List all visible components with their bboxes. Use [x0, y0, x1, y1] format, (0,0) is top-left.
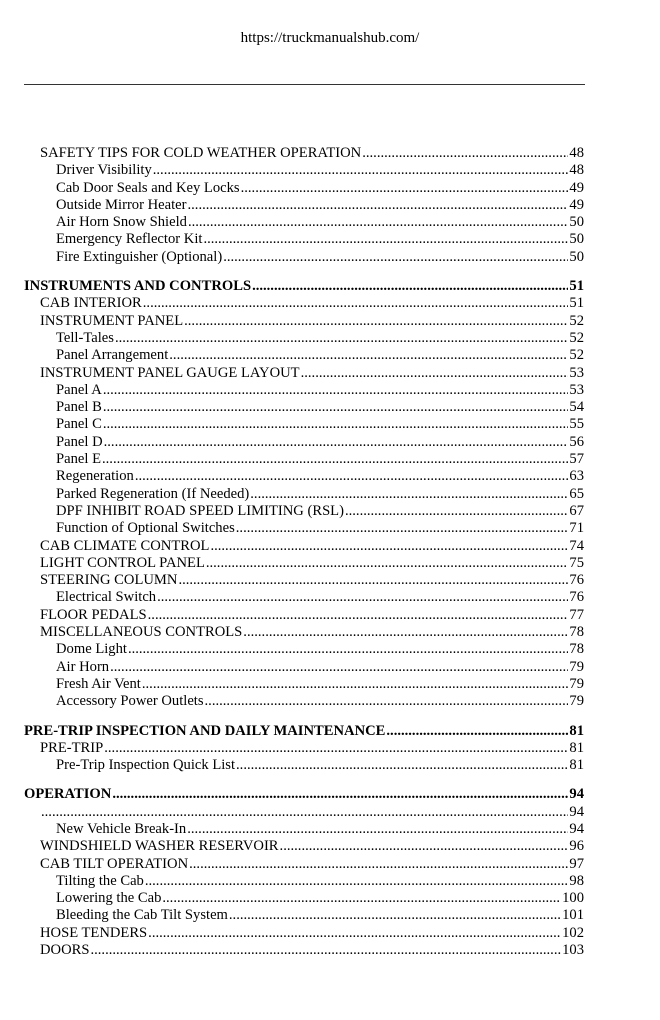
toc-chapter-row[interactable] [24, 278, 584, 295]
toc-entry-row[interactable] [24, 214, 584, 231]
toc-page-number: 78 [569, 641, 584, 658]
toc-page-number: 96 [569, 838, 584, 855]
toc-page-number: 52 [569, 312, 584, 329]
toc-entry-title: Air Horn Snow Shield [56, 214, 187, 231]
toc-entry-title: OPERATION [24, 786, 112, 803]
toc-dot-leader [135, 468, 569, 485]
toc-entry-row[interactable] [24, 538, 584, 555]
toc-entry-title: LIGHT CONTROL PANEL [40, 554, 205, 571]
toc-page-number: 102 [562, 924, 584, 941]
toc-entry-row[interactable] [24, 520, 584, 537]
toc-page-number: 54 [569, 399, 584, 416]
toc-page-number: 76 [569, 589, 584, 606]
toc-entry-row[interactable] [24, 641, 584, 658]
toc-page-number: 52 [569, 347, 584, 364]
toc-entry-row[interactable] [24, 804, 584, 821]
toc-dot-leader [187, 821, 568, 838]
toc-entry-row[interactable] [24, 313, 584, 330]
toc-page-number: 55 [569, 416, 584, 433]
toc-page-number: 50 [569, 248, 584, 265]
toc-dot-leader [210, 538, 568, 555]
toc-entry-row[interactable] [24, 589, 584, 606]
toc-dot-leader [128, 641, 568, 658]
toc-entry-row[interactable] [24, 572, 584, 589]
toc-page-number: 81 [569, 722, 584, 739]
toc-dot-leader [184, 313, 568, 330]
toc-page-number: 71 [569, 520, 584, 537]
toc-entry-row[interactable] [24, 231, 584, 248]
toc-dot-leader [301, 365, 569, 382]
toc-entry-row[interactable] [24, 821, 584, 838]
toc-entry-title: Air Horn [56, 658, 110, 675]
toc-page-number: 67 [569, 502, 584, 519]
toc-entry-title: Outside Mirror Heater [56, 196, 187, 213]
toc-page-number: 77 [569, 606, 584, 623]
toc-entry-row[interactable] [24, 180, 584, 197]
toc-entry-title: Dome Light [56, 641, 127, 658]
toc-page-number: 48 [569, 162, 584, 179]
toc-entry-row[interactable] [24, 365, 584, 382]
toc-entry-row[interactable] [24, 624, 584, 641]
toc-dot-leader [236, 757, 568, 774]
toc-entry-row[interactable] [24, 607, 584, 624]
toc-entry-title: New Vehicle Break-In [56, 820, 187, 837]
toc-entry-row[interactable] [24, 486, 584, 503]
toc-dot-leader [90, 942, 561, 959]
toc-entry-row[interactable] [24, 347, 584, 364]
toc-page-number: 53 [569, 381, 584, 398]
header-url: https://truckmanualshub.com/ [240, 30, 420, 46]
toc-page-number: 94 [569, 820, 584, 837]
toc-dot-leader [252, 278, 568, 295]
toc-entry-row[interactable] [24, 295, 584, 312]
toc-entry-row[interactable] [24, 330, 584, 347]
toc-dot-leader [145, 873, 569, 890]
toc-page-number: 97 [569, 855, 584, 872]
toc-entry-title: Driver Visibility [56, 162, 152, 179]
toc-entry-row[interactable] [24, 873, 584, 890]
toc-entry-title: Electrical Switch [56, 589, 157, 606]
toc-entry-title: DPF INHIBIT ROAD SPEED LIMITING (RSL) [56, 502, 344, 519]
toc-entry-title: Tilting the Cab [56, 872, 144, 889]
toc-entry-row[interactable] [24, 942, 584, 959]
toc-entry-title: CAB TILT OPERATION [40, 855, 189, 872]
toc-dot-leader [362, 145, 568, 162]
toc-page-number: 49 [569, 179, 584, 196]
toc-entry-title: PRE-TRIP INSPECTION AND DAILY MAINTENANCE [24, 722, 386, 739]
toc-entry-title: Panel E [56, 451, 101, 468]
toc-dot-leader [205, 693, 569, 710]
toc-entry-title: Pre-Trip Inspection Quick List [56, 757, 236, 774]
toc-dot-leader [178, 572, 568, 589]
toc-dot-leader [103, 382, 569, 399]
toc-page-number: 100 [562, 890, 584, 907]
toc-entry-title: CAB INTERIOR [40, 295, 142, 312]
toc-entry-title: STEERING COLUMN [40, 572, 178, 589]
toc-page-number: 57 [569, 451, 584, 468]
toc-page-number: 50 [569, 214, 584, 231]
toc-entry-title: DOORS [40, 942, 90, 959]
toc-entry-title: Accessory Power Outlets [56, 693, 204, 710]
toc-page-number: 65 [569, 485, 584, 502]
toc-entry-row[interactable] [24, 740, 584, 757]
toc-entry-row[interactable] [24, 451, 584, 468]
toc-chapter-row[interactable] [24, 786, 584, 803]
toc-entry-row[interactable] [24, 838, 584, 855]
toc-entry-title: PRE-TRIP [40, 739, 104, 756]
toc-entry-title: INSTRUMENT PANEL GAUGE LAYOUT [40, 364, 300, 381]
toc-entry-row[interactable] [24, 693, 584, 710]
toc-entry-row[interactable] [24, 197, 584, 214]
toc-entry-row[interactable] [24, 890, 584, 907]
table-of-contents [24, 145, 584, 959]
toc-entry-title: Cab Door Seals and Key Locks [56, 179, 240, 196]
toc-dot-leader [241, 180, 569, 197]
toc-entry-title: Parked Regeneration (If Needed) [56, 485, 250, 502]
toc-dot-leader [148, 607, 569, 624]
toc-page-number: 51 [569, 278, 584, 295]
toc-entry-title: INSTRUMENT PANEL [40, 312, 184, 329]
toc-dot-leader [169, 347, 568, 364]
toc-dot-leader [115, 330, 568, 347]
toc-dot-leader [153, 162, 569, 179]
toc-dot-leader [41, 804, 568, 821]
toc-entry-title: CAB CLIMATE CONTROL [40, 537, 210, 554]
toc-dot-leader [104, 434, 569, 451]
toc-dot-leader [143, 295, 569, 312]
toc-page-number: 53 [569, 364, 584, 381]
toc-dot-leader [102, 451, 568, 468]
toc-entry-title: Function of Optional Switches [56, 520, 235, 537]
toc-entry-title: Bleeding the Cab Tilt System [56, 907, 228, 924]
toc-entry-title: Tell-Tales [56, 329, 114, 346]
toc-page-number: 48 [569, 145, 584, 161]
toc-page-number: 50 [569, 231, 584, 248]
toc-entry-title: MISCELLANEOUS CONTROLS [40, 624, 243, 641]
toc-entry-row[interactable] [24, 468, 584, 485]
toc-entry-row[interactable] [24, 907, 584, 924]
toc-entry-row[interactable] [24, 416, 584, 433]
toc-page-number: 51 [569, 295, 584, 312]
toc-entry-row[interactable] [24, 382, 584, 399]
toc-page-number: 81 [569, 739, 584, 756]
toc-dot-leader [223, 249, 568, 266]
toc-entry-row[interactable] [24, 399, 584, 416]
header-divider [24, 84, 585, 85]
toc-chapter-row[interactable] [24, 723, 584, 740]
toc-page-number: 74 [569, 537, 584, 554]
toc-dot-leader [280, 838, 569, 855]
toc-page-number: 56 [569, 433, 584, 450]
toc-dot-leader [157, 589, 568, 606]
toc-dot-leader [188, 214, 568, 231]
toc-page-number: 81 [569, 757, 584, 774]
toc-entry-row[interactable] [24, 856, 584, 873]
toc-dot-leader [203, 231, 568, 248]
toc-page-number: 79 [569, 693, 584, 710]
toc-entry-row[interactable] [24, 503, 584, 520]
toc-entry-title: SAFETY TIPS FOR COLD WEATHER OPERATION [40, 145, 362, 161]
toc-dot-leader [229, 907, 561, 924]
toc-page-number: 103 [562, 942, 584, 959]
toc-entry-title: Fire Extinguisher (Optional) [56, 248, 223, 265]
toc-entry-row[interactable] [24, 249, 584, 266]
toc-dot-leader [386, 723, 568, 740]
toc-dot-leader [250, 486, 568, 503]
toc-entry-title: Panel A [56, 381, 102, 398]
toc-page-number: 63 [569, 468, 584, 485]
toc-dot-leader [162, 890, 561, 907]
toc-entry-row[interactable] [24, 676, 584, 693]
toc-entry-title: HOSE TENDERS [40, 924, 148, 941]
toc-page-number: 52 [569, 329, 584, 346]
toc-entry-row[interactable] [24, 925, 584, 942]
toc-dot-leader [104, 740, 568, 757]
toc-page-number: 101 [562, 907, 584, 924]
toc-entry-title: Regeneration [56, 468, 134, 485]
toc-entry-title: Fresh Air Vent [56, 675, 141, 692]
toc-entry-title: FLOOR PEDALS [40, 606, 147, 623]
toc-dot-leader [345, 503, 568, 520]
toc-dot-leader [112, 786, 568, 803]
toc-page-number: 94 [569, 786, 584, 803]
toc-dot-leader [189, 856, 568, 873]
toc-entry-row[interactable] [24, 757, 584, 774]
toc-dot-leader [142, 676, 569, 693]
toc-entry-title: Panel D [56, 433, 103, 450]
toc-entry-title: Lowering the Cab [56, 890, 162, 907]
toc-dot-leader [148, 925, 561, 942]
toc-page-number: 76 [569, 572, 584, 589]
toc-entry-title: WINDSHIELD WASHER RESERVOIR [40, 838, 279, 855]
toc-dot-leader [110, 659, 568, 676]
toc-page-number: 79 [569, 675, 584, 692]
toc-dot-leader [206, 555, 569, 572]
toc-page-number: 49 [569, 196, 584, 213]
toc-entry-title: INSTRUMENTS AND CONTROLS [24, 278, 252, 295]
toc-dot-leader [188, 197, 569, 214]
toc-dot-leader [103, 399, 569, 416]
toc-dot-leader [243, 624, 568, 641]
toc-page-number: 98 [569, 872, 584, 889]
toc-entry-title: Emergency Reflector Kit [56, 231, 203, 248]
toc-entry-title: Panel C [56, 416, 102, 433]
toc-page-number: 78 [569, 624, 584, 641]
toc-page-number: 75 [569, 554, 584, 571]
toc-page-number: 79 [569, 658, 584, 675]
toc-entry-row[interactable] [24, 555, 584, 572]
toc-entry-title: Panel B [56, 399, 102, 416]
toc-entry-row[interactable] [24, 434, 584, 451]
toc-dot-leader [236, 520, 569, 537]
toc-entry-row[interactable] [24, 145, 584, 162]
toc-dot-leader [103, 416, 569, 433]
toc-page-number: 94 [569, 803, 584, 820]
toc-entry-title: Panel Arrangement [56, 347, 169, 364]
toc-entry-row[interactable] [24, 162, 584, 179]
toc-entry-row[interactable] [24, 659, 584, 676]
